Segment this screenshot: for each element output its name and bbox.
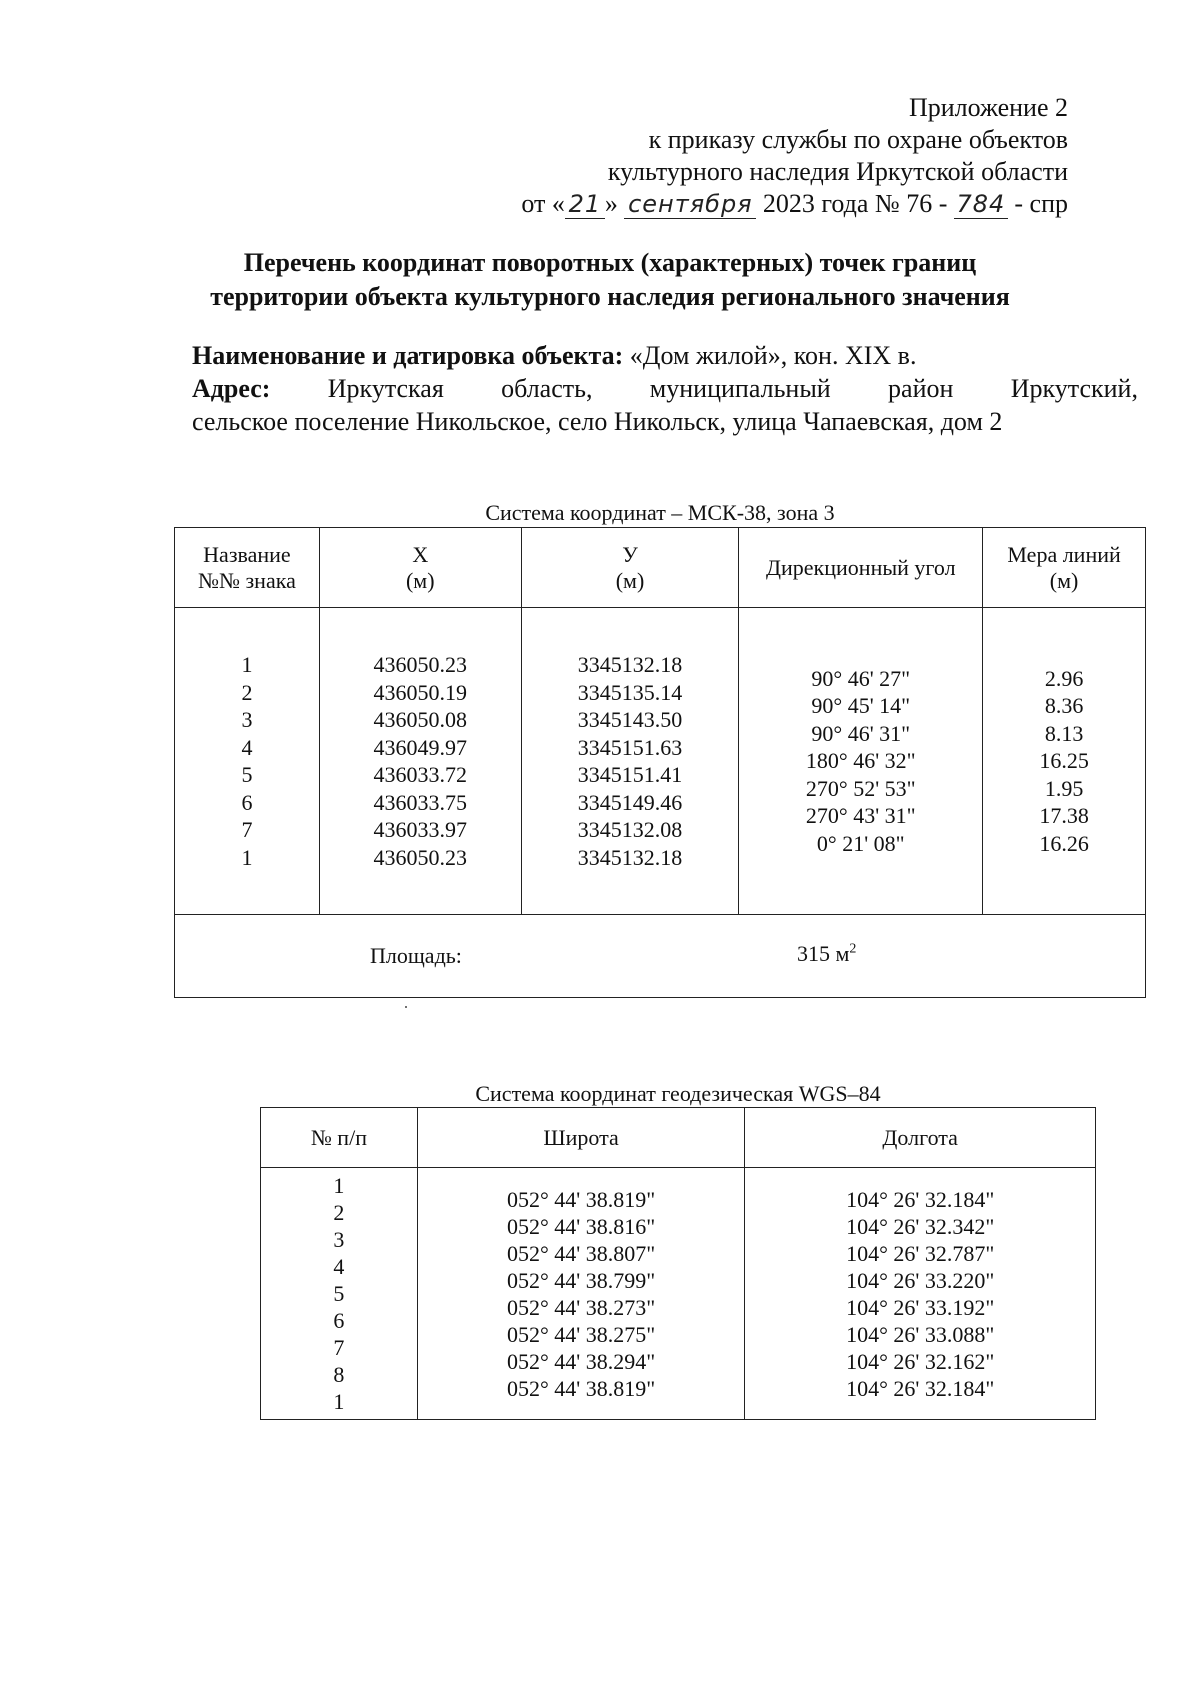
list-item: 3345151.41	[577, 762, 683, 787]
header-y-l2: (м)	[615, 567, 645, 593]
list-item: 104° 26' 33.192"	[846, 1294, 995, 1320]
list-item: 8	[333, 1362, 345, 1387]
header-lat: Широта	[417, 1108, 745, 1168]
list-item: 90° 45' 14"	[811, 693, 911, 719]
list-item: 436050.19	[373, 679, 467, 705]
list-item: 5	[241, 762, 253, 787]
list-item: 0° 21' 08"	[816, 830, 905, 856]
list-item: 104° 26' 33.088"	[846, 1321, 995, 1347]
appendix-line-1: Приложение 2	[908, 93, 1068, 122]
table2-caption: Система координат геодезическая WGS–84	[475, 1081, 881, 1106]
list-item: 052° 44' 38.819"	[506, 1375, 656, 1401]
handwritten-day: 21	[565, 190, 605, 219]
list-item: 2.96	[1044, 665, 1084, 691]
list-item: 2	[333, 1200, 345, 1225]
list-item: 436033.75	[373, 789, 467, 815]
order-suffix: - спр	[1014, 189, 1068, 218]
angle-column	[739, 608, 983, 915]
area-label: Площадь:	[370, 943, 462, 968]
list-item: 104° 26' 33.220"	[846, 1267, 995, 1293]
list-item: 7	[333, 1335, 345, 1360]
lon-column	[745, 1168, 1096, 1420]
list-item: 1	[333, 1173, 345, 1198]
list-item: 6	[333, 1308, 345, 1333]
list-item: 436049.97	[373, 734, 467, 760]
list-item: 436033.72	[373, 762, 467, 787]
list-item: 1	[241, 652, 253, 677]
list-item: 104° 26' 32.342"	[846, 1213, 995, 1239]
header-lon: Долгота	[745, 1108, 1096, 1168]
list-item: 8.13	[1044, 720, 1084, 746]
appendix-line-2: к приказу службы по охране объектов	[648, 125, 1068, 154]
header-num: № п/п	[261, 1108, 418, 1168]
area-value: 315 м	[797, 941, 850, 966]
list-item: 6	[241, 789, 253, 815]
list-item: 16.26	[1039, 830, 1089, 856]
list-item: 90° 46' 31"	[811, 720, 911, 746]
header-x-l2: (м)	[405, 567, 435, 593]
date-prefix: от «	[521, 189, 565, 218]
list-item: 90° 46' 27"	[811, 665, 911, 691]
list-item: 1.95	[1044, 775, 1084, 801]
table1-body-row	[175, 608, 1146, 915]
list-item: 1	[241, 844, 253, 870]
list-item: 052° 44' 38.807"	[506, 1240, 656, 1266]
address-line-1	[192, 372, 1138, 405]
list-item: 104° 26' 32.184"	[846, 1186, 995, 1212]
date-mid: »	[604, 189, 618, 218]
title-line-2: территории объекта культурного наследия регионального значения	[210, 282, 1010, 311]
list-item: 3345132.18	[577, 652, 683, 677]
list-item: 180° 46' 32"	[805, 748, 916, 774]
appendix-header	[521, 92, 1068, 220]
list-item: 7	[241, 817, 253, 842]
list-item: 3	[333, 1227, 345, 1252]
title-line-1: Перечень координат поворотных (характерных) точек границ	[243, 248, 977, 277]
msk38-coordinates-table	[174, 527, 1146, 998]
header-point-name	[175, 528, 320, 608]
list-item: 436033.97	[373, 817, 467, 842]
list-item: 4	[333, 1254, 345, 1279]
table2-body-row	[261, 1168, 1096, 1420]
list-item: 270° 43' 31"	[805, 803, 916, 829]
list-item: 3345151.63	[577, 734, 683, 760]
list-item: 3345132.08	[577, 817, 683, 842]
year-and-number-prefix: 2023 года № 76 -	[762, 189, 948, 218]
list-item: 104° 26' 32.184"	[846, 1375, 995, 1401]
list-item: 5	[333, 1281, 345, 1306]
list-item: 270° 52' 53"	[805, 775, 916, 801]
appendix-date-line	[521, 188, 1068, 220]
scan-speck	[405, 1006, 407, 1008]
handwritten-month: сентября	[624, 190, 756, 219]
header-length	[983, 528, 1146, 608]
list-item: 16.25	[1039, 748, 1089, 774]
list-item: 104° 26' 32.787"	[846, 1240, 995, 1266]
address-word: район	[888, 374, 954, 403]
lat-column	[417, 1168, 745, 1420]
object-name-line	[192, 339, 1138, 372]
header-angle: Дирекционный угол	[739, 528, 983, 608]
area-cell	[175, 915, 1146, 998]
points-column	[175, 608, 320, 915]
area-unit-superscript: 2	[849, 941, 857, 957]
table2-header-row	[261, 1108, 1096, 1168]
header-y	[521, 528, 739, 608]
list-item: 3345135.14	[577, 679, 683, 705]
header-length-l1: Мера линий	[1007, 541, 1121, 567]
list-item: 3345149.46	[577, 789, 683, 815]
object-name-label: Наименование и датировка объекта:	[192, 341, 624, 370]
address-word: Иркутский,	[1010, 374, 1138, 403]
list-item: 8.36	[1044, 693, 1084, 719]
list-item: 052° 44' 38.816"	[506, 1213, 656, 1239]
header-length-l2: (м)	[1049, 567, 1079, 593]
list-item: 104° 26' 32.162"	[846, 1348, 995, 1374]
length-column	[983, 608, 1146, 915]
list-item: 052° 44' 38.273"	[506, 1294, 656, 1320]
object-name-value: «Дом жилой», кон. XIX в.	[629, 341, 917, 370]
list-item: 2	[241, 679, 253, 705]
header-point-name-l2: №№ знака	[198, 567, 296, 593]
list-item: 436050.23	[373, 652, 467, 677]
list-item: 436050.23	[373, 844, 467, 870]
num-column	[261, 1168, 418, 1420]
list-item: 17.38	[1039, 803, 1089, 829]
list-item: 3345132.18	[577, 844, 683, 870]
x-column	[319, 608, 521, 915]
table1-header-row	[175, 528, 1146, 608]
table1-area-row	[175, 915, 1146, 998]
list-item: 052° 44' 38.819"	[506, 1186, 656, 1212]
y-column	[521, 608, 739, 915]
document-title	[180, 246, 1040, 314]
list-item: 3	[241, 707, 253, 732]
header-point-name-l1: Название	[203, 541, 291, 567]
address-label: Адрес:	[192, 374, 271, 403]
list-item: 3345143.50	[577, 707, 683, 732]
address-line-2: сельское поселение Никольское, село Никольск, улица Чапаевская, дом 2	[192, 407, 1003, 436]
address-word: Иркутская	[327, 374, 444, 403]
list-item: 436050.08	[373, 707, 467, 732]
list-item: 052° 44' 38.294"	[506, 1348, 656, 1374]
handwritten-order-number: 784	[954, 190, 1008, 219]
address-word: муниципальный	[649, 374, 831, 403]
list-item: 4	[241, 734, 253, 760]
header-y-l1: У	[622, 541, 638, 567]
list-item: 052° 44' 38.275"	[506, 1321, 656, 1347]
wgs84-coordinates-table	[260, 1107, 1096, 1420]
address-word: область,	[501, 374, 593, 403]
object-info	[192, 339, 1138, 438]
area-value-wrap	[797, 941, 856, 967]
list-item: 1	[333, 1389, 345, 1414]
table1-caption: Система координат – МСК-38, зона 3	[485, 500, 835, 525]
header-x-l1: Х	[412, 541, 429, 567]
list-item: 052° 44' 38.799"	[506, 1267, 656, 1293]
header-x	[319, 528, 521, 608]
appendix-line-3: культурного наследия Иркутской области	[607, 157, 1068, 186]
